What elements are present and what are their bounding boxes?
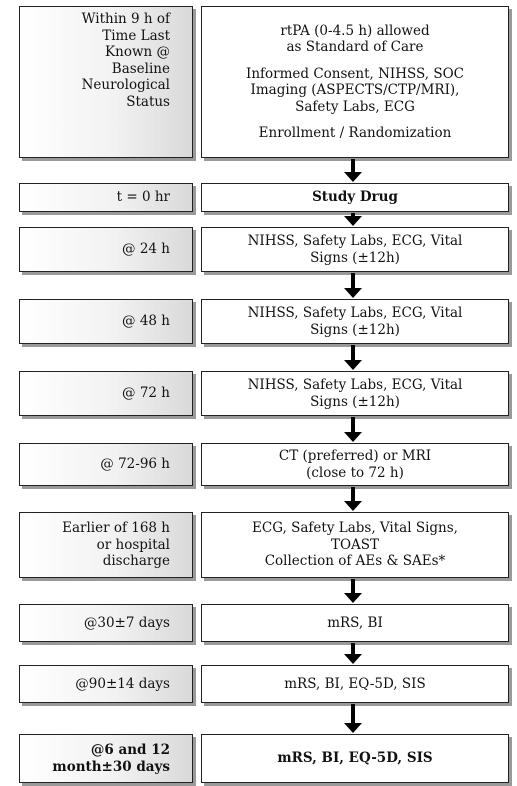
timepoint-box: [19, 512, 193, 578]
text-line: @30±7 days: [83, 614, 170, 631]
text-line: discharge: [102, 553, 170, 570]
procedure-group: [248, 377, 463, 410]
flow-arrow: [344, 487, 362, 511]
timepoint-box: [19, 734, 193, 783]
procedure-group: [284, 676, 425, 693]
arrow-head: [344, 172, 362, 182]
text-line: Signs (±12h): [310, 321, 400, 338]
text-line: NIHSS, Safety Labs, ECG, Vital: [247, 377, 463, 393]
procedure-group: [279, 448, 431, 481]
flow-arrow: [344, 417, 362, 442]
text-line: Informed Consent, NIHSS, SOC: [245, 65, 465, 82]
procedure-group: [248, 305, 463, 338]
timepoint-box: [19, 183, 193, 212]
text-line: as Standard of Care: [286, 39, 424, 55]
procedure-box: [201, 604, 509, 642]
flow-arrow: [344, 159, 362, 182]
timepoint-box: [19, 299, 193, 344]
flow-arrow: [344, 273, 362, 298]
timepoint-box: [19, 665, 193, 703]
arrow-shaft: [351, 704, 355, 724]
arrow-head: [344, 288, 362, 298]
text-line: Status: [126, 93, 170, 110]
timepoint-box: [19, 371, 193, 416]
arrow-shaft: [351, 273, 355, 289]
arrow-shaft: [351, 487, 355, 502]
arrow-shaft: [351, 345, 355, 361]
text-line: Time Last: [102, 27, 170, 44]
text-line: @ 72 h: [122, 385, 170, 402]
text-line: rtPA (0-4.5 h) allowed: [280, 22, 430, 39]
arrow-head: [344, 723, 362, 733]
text-line: @6 and 12: [90, 742, 170, 758]
flow-arrow: [344, 213, 362, 226]
flow-arrow: [344, 704, 362, 733]
text-line: or hospital: [96, 536, 170, 553]
procedure-group: [248, 233, 463, 266]
flow-arrow: [344, 579, 362, 603]
timepoint-box: [19, 6, 193, 158]
arrow-shaft: [351, 579, 355, 594]
procedure-group: [252, 520, 458, 570]
arrow-head: [344, 654, 362, 664]
text-line: t = 0 hr: [116, 189, 170, 206]
procedure-group: [259, 125, 452, 142]
text-line: NIHSS, Safety Labs, ECG, Vital: [247, 305, 463, 321]
text-line: NIHSS, Safety Labs, ECG, Vital: [247, 233, 463, 249]
procedure-group: [327, 615, 383, 632]
procedure-box: [201, 443, 509, 486]
text-line: Known @: [105, 44, 170, 60]
procedure-group: [280, 23, 429, 56]
procedure-box: [201, 6, 509, 158]
text-line: Within 9 h of: [81, 11, 170, 27]
arrow-shaft: [351, 417, 355, 433]
text-line: @ 48 h: [122, 313, 170, 330]
text-line: Enrollment / Randomization: [258, 125, 452, 141]
procedure-box: [201, 665, 509, 703]
timepoint-box: [19, 604, 193, 642]
procedure-box: [201, 183, 509, 212]
arrow-head: [344, 432, 362, 442]
text-line: mRS, BI, EQ-5D, SIS: [277, 750, 433, 767]
text-line: Study Drug: [312, 189, 398, 206]
arrow-shaft: [351, 159, 355, 173]
timepoint-box: [19, 227, 193, 272]
procedure-box: [201, 512, 509, 578]
text-line: Imaging (ASPECTS/CTP/MRI),: [250, 82, 460, 98]
timepoint-box: [19, 443, 193, 486]
procedure-group: [277, 750, 432, 767]
text-line: ECG, Safety Labs, Vital Signs,: [252, 520, 458, 537]
procedure-box: [201, 299, 509, 344]
text-line: month±30 days: [52, 758, 170, 775]
text-line: @90±14 days: [75, 675, 170, 692]
arrow-head: [344, 216, 362, 226]
text-line: Safety Labs, ECG: [295, 98, 415, 115]
procedure-box: [201, 371, 509, 416]
text-line: Earlier of 168 h: [62, 520, 170, 537]
text-line: Neurological: [81, 77, 170, 93]
text-line: @ 72-96 h: [100, 456, 170, 473]
flow-arrow: [344, 643, 362, 664]
text-line: mRS, BI, EQ-5D, SIS: [284, 675, 426, 692]
text-line: Signs (±12h): [310, 393, 400, 410]
procedure-box: [201, 227, 509, 272]
text-line: TOAST: [330, 536, 380, 553]
arrow-head: [344, 360, 362, 370]
text-line: Signs (±12h): [310, 249, 400, 266]
text-line: Collection of AEs & SAEs*: [264, 553, 446, 570]
text-line: (close to 72 h): [306, 464, 404, 481]
text-line: CT (preferred) or MRI: [278, 448, 432, 464]
text-line: mRS, BI: [327, 614, 383, 631]
text-line: Baseline: [111, 60, 170, 77]
flow-arrow: [344, 345, 362, 370]
text-line: @ 24 h: [122, 241, 170, 258]
arrow-head: [344, 593, 362, 603]
procedure-group: [246, 66, 464, 116]
procedure-box: [201, 734, 509, 783]
arrow-head: [344, 501, 362, 511]
procedure-group: [312, 189, 398, 206]
